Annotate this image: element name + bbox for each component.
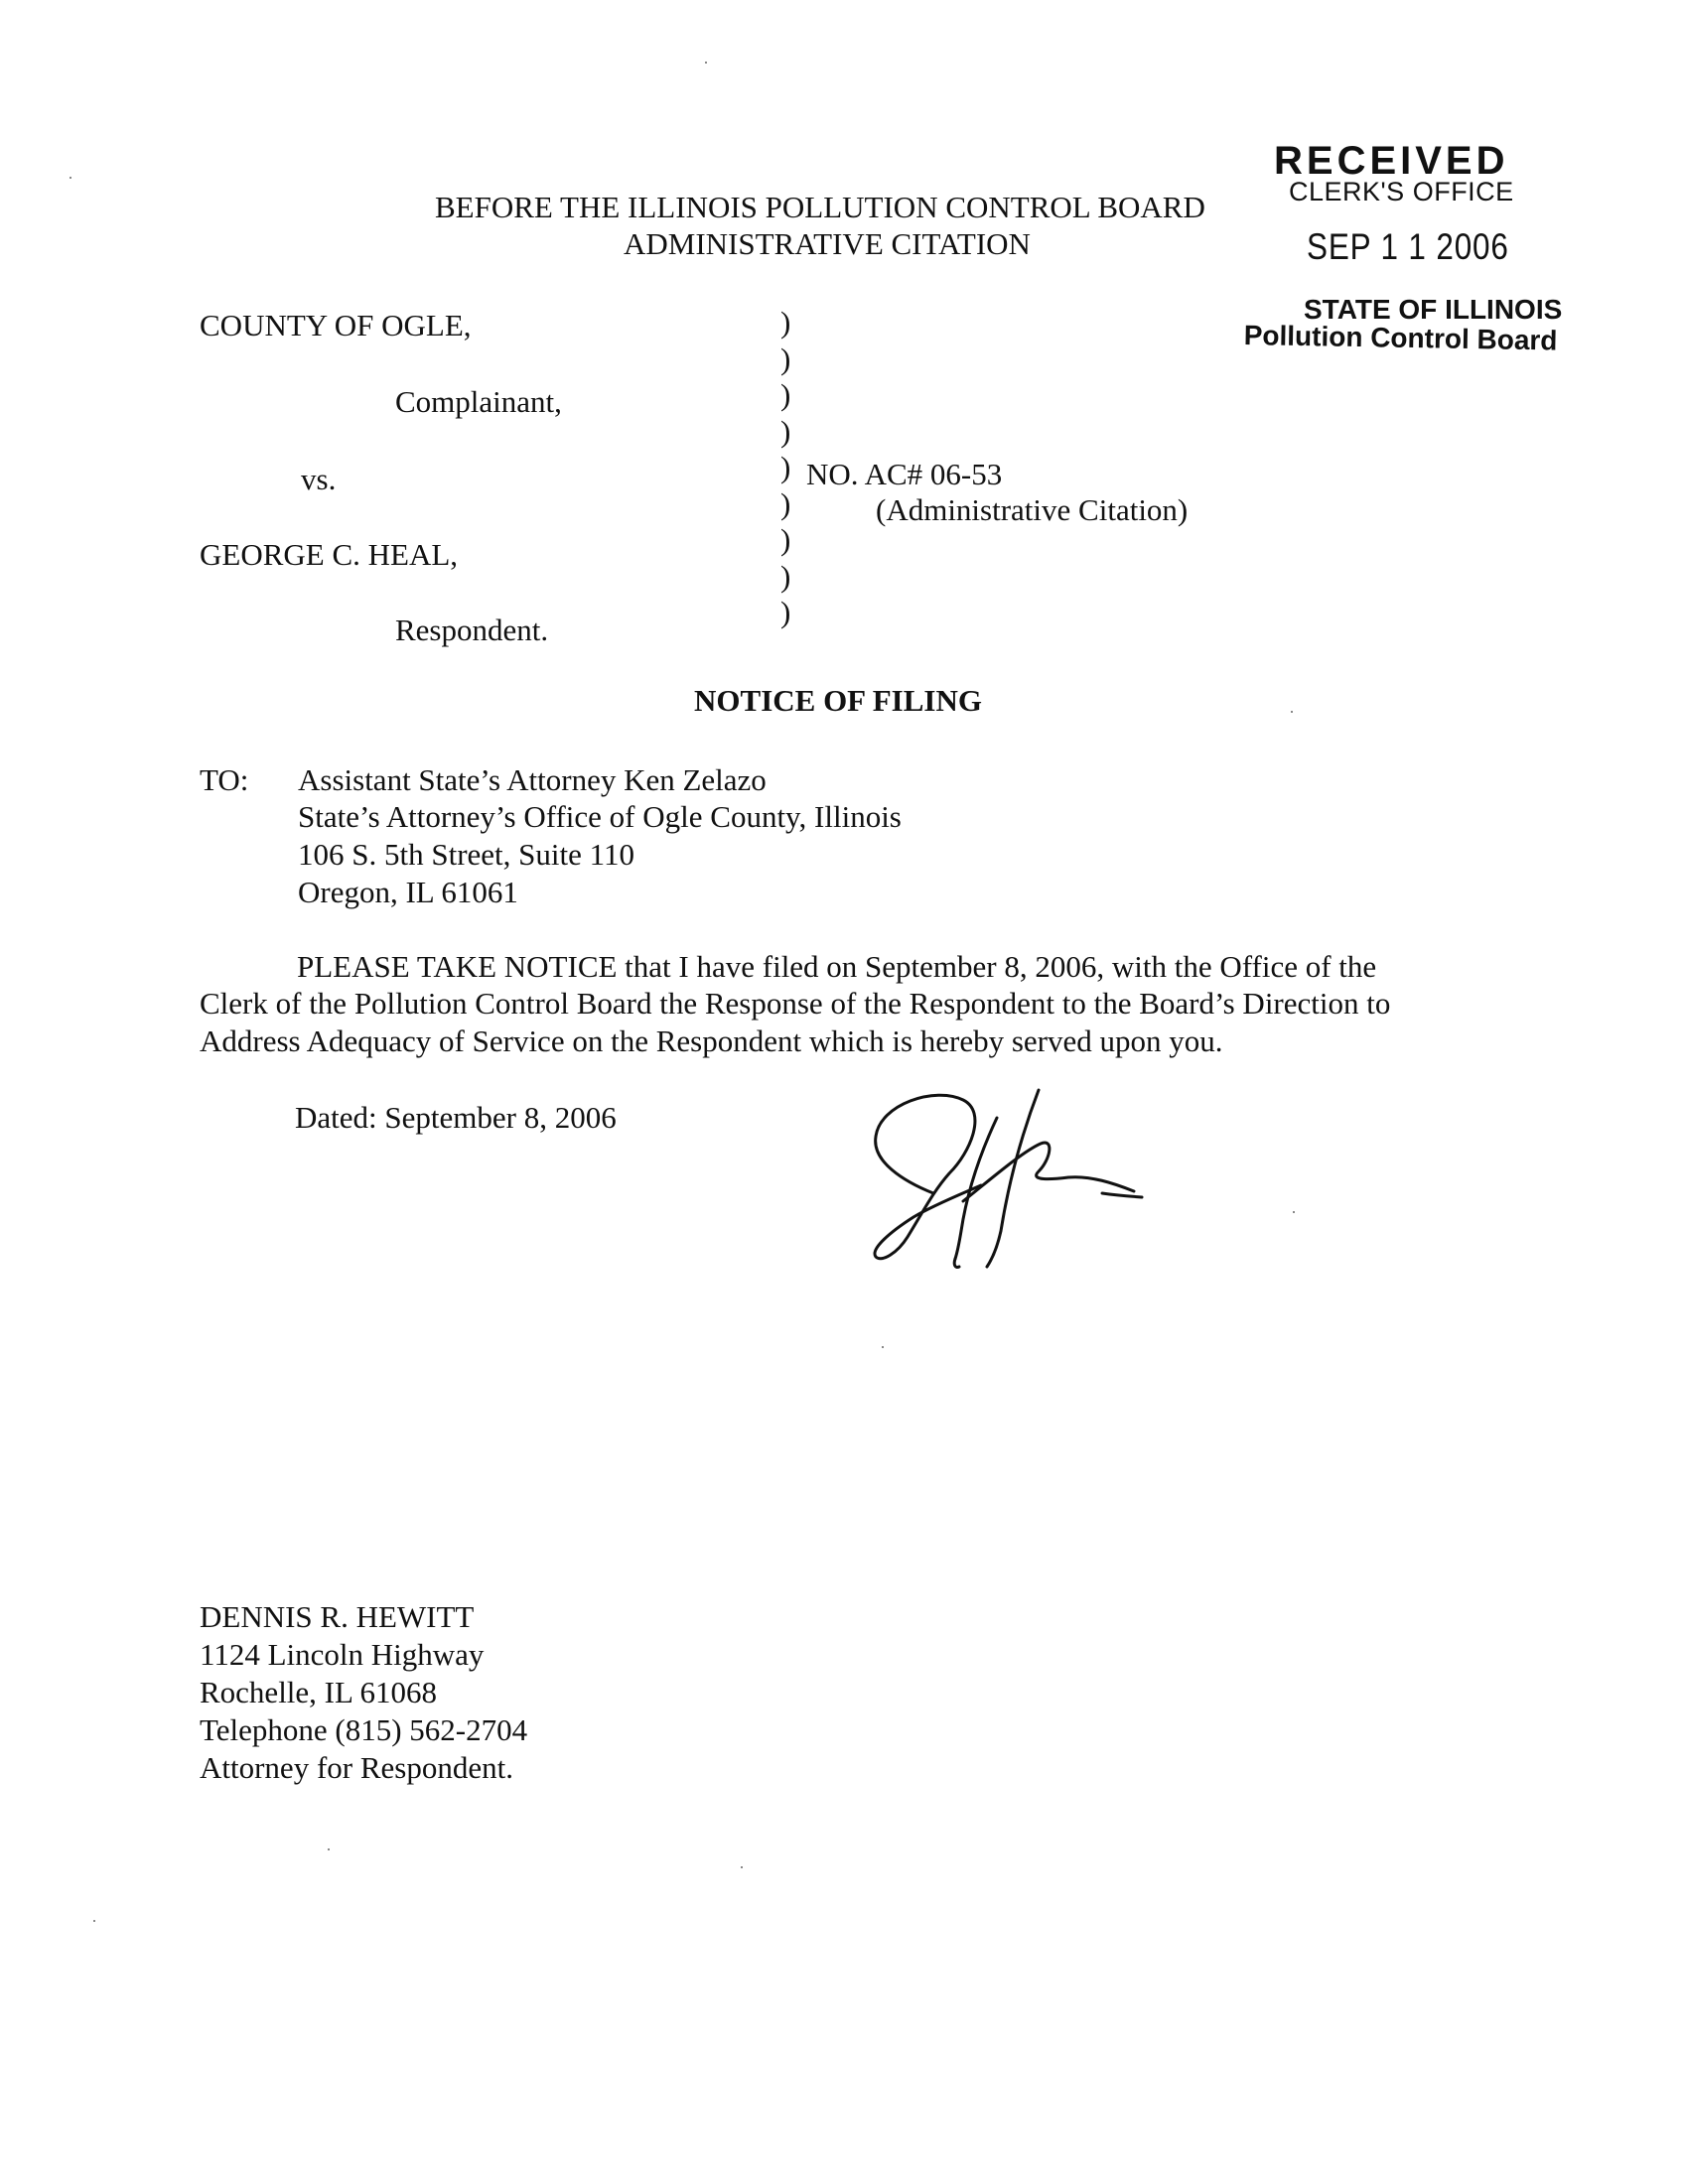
scan-speck — [741, 1866, 743, 1868]
scan-speck — [1293, 1211, 1295, 1213]
attorney-role: Attorney for Respondent. — [200, 1750, 513, 1785]
dated-line: Dated: September 8, 2006 — [295, 1100, 617, 1135]
scan-speck — [882, 1346, 884, 1348]
recipient-line: 106 S. 5th Street, Suite 110 — [298, 837, 634, 872]
caption-paren: ) — [780, 377, 791, 412]
to-label: TO: — [200, 762, 249, 797]
caption-paren-column — [780, 305, 790, 631]
document-title: NOTICE OF FILING — [694, 683, 982, 718]
stamp-clerks-office: CLERK'S OFFICE — [1289, 177, 1514, 206]
header-proceeding-type: ADMINISTRATIVE CITATION — [624, 226, 1031, 261]
respondent-role: Respondent. — [395, 613, 549, 647]
body-line: Address Adequacy of Service on the Respondent which is hereby served upon you. — [200, 1024, 1223, 1058]
caption-paren: ) — [780, 305, 791, 340]
caption-paren: ) — [780, 595, 791, 629]
stamp-board: Pollution Control Board — [1243, 320, 1558, 356]
respondent-name: GEORGE C. HEAL, — [200, 537, 459, 572]
caption-paren: ) — [780, 558, 791, 594]
attorney-address: 1124 Lincoln Highway — [200, 1637, 485, 1672]
recipient-line: State’s Attorney’s Office of Ogle County, Illinois — [298, 799, 902, 834]
attorney-city: Rochelle, IL 61068 — [200, 1675, 438, 1709]
attorney-name: DENNIS R. HEWITT — [200, 1599, 475, 1634]
complainant-role: Complainant, — [395, 384, 562, 419]
scan-speck — [705, 62, 707, 64]
versus-label: vs. — [301, 462, 337, 496]
recipient-line: Oregon, IL 61061 — [298, 875, 518, 909]
case-type: (Administrative Citation) — [876, 492, 1189, 527]
header-court-name: BEFORE THE ILLINOIS POLLUTION CONTROL BOARD — [435, 190, 1205, 224]
body-line: PLEASE TAKE NOTICE that I have filed on September 8, 2006, with the Office of the — [297, 949, 1377, 984]
caption-paren: ) — [780, 485, 791, 521]
scan-speck — [70, 177, 71, 179]
signature-image — [864, 1082, 1172, 1281]
caption-paren: ) — [780, 450, 791, 484]
recipient-line: Assistant State’s Attorney Ken Zelazo — [298, 762, 767, 797]
stamp-received: RECEIVED — [1274, 139, 1509, 183]
body-line: Clerk of the Pollution Control Board the Response of the Respondent to the Board’s Direction to — [200, 986, 1391, 1021]
caption-paren: ) — [780, 413, 791, 449]
stamp-date: SEP 1 1 2006 — [1307, 226, 1509, 267]
scan-speck — [328, 1848, 330, 1850]
case-number: NO. AC# 06-53 — [806, 457, 1003, 491]
scan-speck — [93, 1920, 95, 1922]
scan-speck — [1291, 711, 1293, 713]
caption-paren: ) — [780, 522, 791, 557]
caption-paren: ) — [780, 341, 791, 376]
attorney-telephone: Telephone (815) 562-2704 — [200, 1712, 528, 1747]
complainant-name: COUNTY OF OGLE, — [200, 308, 472, 342]
stamp-state: STATE OF ILLINOIS — [1304, 294, 1563, 325]
